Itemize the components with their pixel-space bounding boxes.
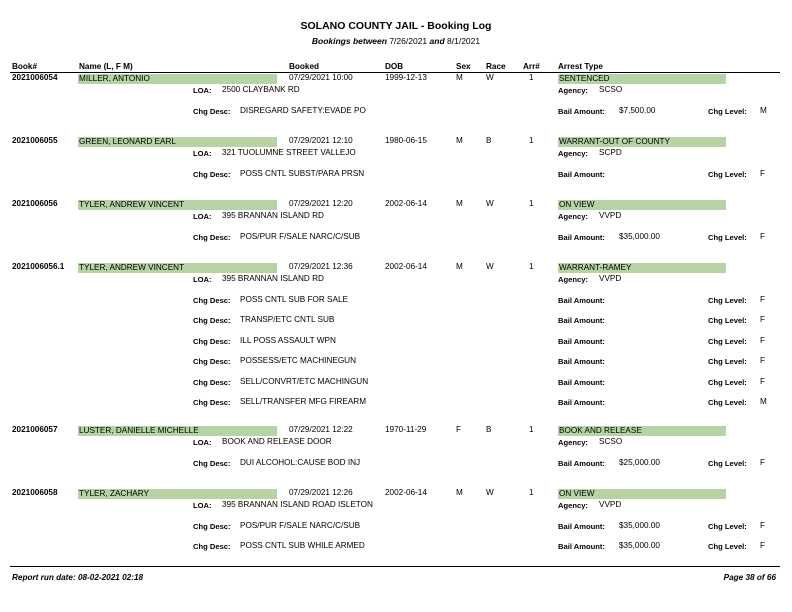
subtitle-prefix: Bookings between <box>311 36 387 46</box>
sex: M <box>456 136 463 145</box>
inmate-name: TYLER, ANDREW VINCENT <box>78 263 277 273</box>
charge-description: SELL/TRANSFER MFG FIREARM <box>240 397 367 406</box>
book-number: 2021006054 <box>12 73 58 82</box>
agency-label: Agency: <box>558 275 588 284</box>
subtitle-and: and <box>429 36 445 46</box>
agency-label: Agency: <box>558 212 588 221</box>
charge-level: F <box>760 541 766 551</box>
chg-level-label: Chg Level: <box>708 233 747 242</box>
booked-datetime: 07/29/2021 12:36 <box>289 262 353 271</box>
dob: 2002-06-14 <box>385 262 427 271</box>
inmate-name: TYLER, ANDREW VINCENT <box>78 200 277 210</box>
charge-description: POS/PUR F/SALE NARC/C/SUB <box>240 521 361 530</box>
booked-datetime: 07/29/2021 12:20 <box>289 199 353 208</box>
book-number: 2021006058 <box>12 488 58 497</box>
bail-amount-label: Bail Amount: <box>558 296 605 305</box>
charge-level: F <box>760 169 766 178</box>
charge-description: POSS CNTL SUB WHILE ARMED <box>240 541 365 551</box>
book-number: 2021006056.1 <box>12 262 65 271</box>
charge-level: M <box>760 397 767 406</box>
booked-datetime: 07/29/2021 12:26 <box>289 488 353 497</box>
agency-label: Agency: <box>558 438 588 447</box>
location-of-arrest: 321 TUOLUMNE STREET VALLEJO <box>222 148 356 157</box>
arrest-number: 1 <box>529 73 534 82</box>
loa-label: LOA: <box>193 212 212 221</box>
race: W <box>486 488 494 497</box>
race: W <box>486 73 494 82</box>
agency: SCPD <box>599 148 622 157</box>
bail-amount-label: Bail Amount: <box>558 316 605 326</box>
inmate-name: GREEN, LEONARD EARL <box>78 137 277 147</box>
sex: M <box>456 488 463 497</box>
charge-level: M <box>760 106 767 115</box>
sex: M <box>456 199 463 208</box>
book-number: 2021006056 <box>12 199 58 208</box>
agency: VVPD <box>599 500 622 509</box>
location-of-arrest: 395 BRANNAN ISLAND RD <box>222 211 324 220</box>
arrest-number: 1 <box>529 199 534 208</box>
chg-level-label: Chg Level: <box>708 296 747 305</box>
charge-description: SELL/CONVRT/ETC MACHINGUN <box>240 376 369 386</box>
bail-amount-label: Bail Amount: <box>558 170 605 179</box>
bail-amount: $7,500.00 <box>619 106 656 115</box>
charge-description: DUI ALCOHOL:CAUSE BOD INJ <box>240 458 361 467</box>
location-of-arrest: 2500 CLAYBANK RD <box>222 85 300 94</box>
col-header-arrest-type: Arrest Type <box>558 62 603 71</box>
chg-level-label: Chg Level: <box>708 316 747 326</box>
charge-level: F <box>760 232 766 241</box>
chg-desc-label: Chg Desc: <box>193 336 231 346</box>
booked-datetime: 07/29/2021 12:22 <box>289 425 353 434</box>
race: B <box>486 425 492 434</box>
arrest-type: BOOK AND RELEASE <box>558 426 726 436</box>
col-header-arr: Arr# <box>523 62 540 71</box>
bail-amount-label: Bail Amount: <box>558 398 605 407</box>
chg-desc-label: Chg Desc: <box>193 398 231 407</box>
chg-desc-label: Chg Desc: <box>193 459 231 468</box>
loa-label: LOA: <box>193 149 212 158</box>
loa-label: LOA: <box>193 275 212 284</box>
col-header-race: Race <box>486 62 506 71</box>
date-to: 8/1/2021 <box>447 36 481 46</box>
chg-level-label: Chg Level: <box>708 459 747 468</box>
arrest-number: 1 <box>529 488 534 497</box>
charge-description: TRANSP/ETC CNTL SUB <box>240 315 335 325</box>
sex: M <box>456 262 463 271</box>
dob: 2002-06-14 <box>385 199 427 208</box>
chg-desc-label: Chg Desc: <box>193 542 231 552</box>
loa-label: LOA: <box>193 438 212 447</box>
chg-desc-label: Chg Desc: <box>193 296 231 305</box>
charge-description: POSS CNTL SUBST/PARA PRSN <box>240 169 365 178</box>
charge-level: F <box>760 521 766 530</box>
report-run-date: Report run date: 08-02-2021 02:18 <box>12 573 144 582</box>
chg-level-label: Chg Level: <box>708 107 747 116</box>
inmate-name: LUSTER, DANIELLE MICHELLE <box>78 426 277 436</box>
chg-desc-label: Chg Desc: <box>193 357 231 367</box>
race: B <box>486 136 492 145</box>
charge-level: F <box>760 335 766 345</box>
page-number: Page 38 of 66 <box>723 573 776 582</box>
chg-desc-label: Chg Desc: <box>193 107 231 116</box>
chg-desc-label: Chg Desc: <box>193 233 231 242</box>
bail-amount-label: Bail Amount: <box>558 233 605 242</box>
bail-amount: $35,000.00 <box>619 521 660 530</box>
booked-datetime: 07/29/2021 10:00 <box>289 73 353 82</box>
col-header-name: Name (L, F M) <box>79 62 133 71</box>
charge-description: POSSESS/ETC MACHINEGUN <box>240 356 357 366</box>
bail-amount-label: Bail Amount: <box>558 542 605 552</box>
chg-level-label: Chg Level: <box>708 377 747 387</box>
sex: F <box>456 425 462 434</box>
agency: VVPD <box>599 211 622 220</box>
col-header-book: Book# <box>12 62 38 71</box>
dob: 2002-06-14 <box>385 488 427 497</box>
bail-amount: $25,000.00 <box>619 458 660 467</box>
charge-level: F <box>760 315 766 325</box>
inmate-name: MILLER, ANTONIO <box>78 74 277 84</box>
agency: SCSO <box>599 437 623 446</box>
bail-amount: $35,000.00 <box>619 232 660 241</box>
chg-level-label: Chg Level: <box>708 357 747 367</box>
date-from: 7/26/2021 <box>389 36 428 46</box>
chg-level-label: Chg Level: <box>708 336 747 346</box>
charge-description: ILL POSS ASSAULT WPN <box>240 335 336 345</box>
col-header-sex: Sex <box>456 62 471 71</box>
col-header-booked: Booked <box>289 62 320 71</box>
loa-label: LOA: <box>193 501 212 510</box>
chg-desc-label: Chg Desc: <box>193 522 231 531</box>
agency: SCSO <box>599 85 623 94</box>
charge-description: DISREGARD SAFETY:EVADE PO <box>240 106 366 115</box>
arrest-type: SENTENCED <box>558 74 726 84</box>
bail-amount-label: Bail Amount: <box>558 522 605 531</box>
book-number: 2021006057 <box>12 425 58 434</box>
chg-level-label: Chg Level: <box>708 522 747 531</box>
chg-level-label: Chg Level: <box>708 398 747 407</box>
chg-level-label: Chg Level: <box>708 170 747 179</box>
col-header-dob: DOB <box>385 62 404 71</box>
agency-label: Agency: <box>558 501 588 510</box>
booked-datetime: 07/29/2021 12:10 <box>289 136 353 145</box>
arrest-type: WARRANT-OUT OF COUNTY <box>558 137 726 147</box>
charge-level: F <box>760 376 766 386</box>
arrest-number: 1 <box>529 262 534 271</box>
agency-label: Agency: <box>558 149 588 158</box>
location-of-arrest: 395 BRANNAN ISLAND ROAD ISLETON <box>222 500 373 509</box>
bail-amount-label: Bail Amount: <box>558 107 605 116</box>
chg-level-label: Chg Level: <box>708 542 747 552</box>
report-subtitle <box>0 36 792 46</box>
bail-amount-label: Bail Amount: <box>558 459 605 468</box>
loa-label: LOA: <box>193 86 212 95</box>
race: W <box>486 262 494 271</box>
arrest-type: ON VIEW <box>558 200 726 210</box>
agency: VVPD <box>599 274 622 283</box>
arrest-number: 1 <box>529 425 534 434</box>
bail-amount-label: Bail Amount: <box>558 377 605 387</box>
charge-description: POS/PUR F/SALE NARC/C/SUB <box>240 232 361 241</box>
dob: 1970-11-29 <box>385 425 427 434</box>
charge-level: F <box>760 356 766 366</box>
arrest-type: WARRANT-RAMEY <box>558 263 726 273</box>
chg-desc-label: Chg Desc: <box>193 316 231 326</box>
arrest-type: ON VIEW <box>558 489 726 499</box>
location-of-arrest: 395 BRANNAN ISLAND RD <box>222 274 324 283</box>
report-title: SOLANO COUNTY JAIL - Booking Log <box>300 20 492 32</box>
chg-desc-label: Chg Desc: <box>193 377 231 387</box>
book-number: 2021006055 <box>12 136 58 145</box>
chg-desc-label: Chg Desc: <box>193 170 231 179</box>
charge-level: F <box>760 295 766 304</box>
charge-description: POSS CNTL SUB FOR SALE <box>240 295 348 304</box>
agency-label: Agency: <box>558 86 588 95</box>
footer-rule <box>10 566 780 567</box>
bail-amount-label: Bail Amount: <box>558 336 605 346</box>
bail-amount: $35,000.00 <box>619 541 660 551</box>
bail-amount-label: Bail Amount: <box>558 357 605 367</box>
dob: 1980-06-15 <box>385 136 427 145</box>
inmate-name: TYLER, ZACHARY <box>78 489 277 499</box>
arrest-number: 1 <box>529 136 534 145</box>
location-of-arrest: BOOK AND RELEASE DOOR <box>222 437 332 446</box>
sex: M <box>456 73 463 82</box>
charge-level: F <box>760 458 766 467</box>
race: W <box>486 199 494 208</box>
dob: 1999-12-13 <box>385 73 427 82</box>
